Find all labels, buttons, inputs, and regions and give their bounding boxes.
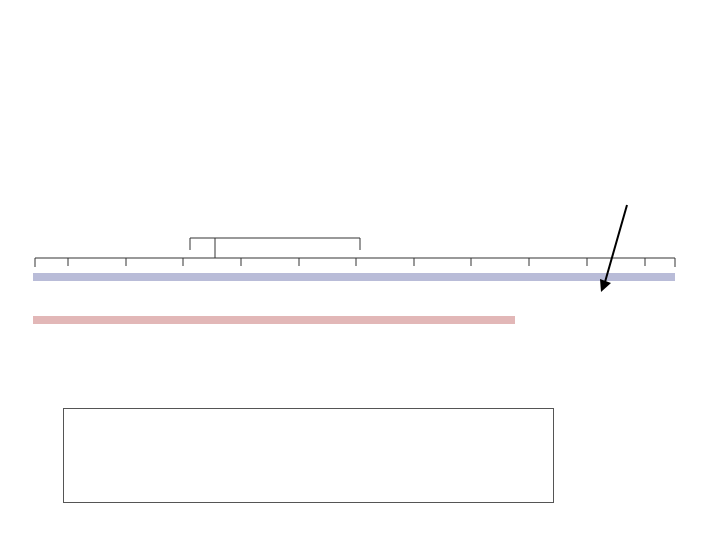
info-box [63,408,554,503]
top-strand-backbone [33,273,675,281]
bottom-strand-backbone [33,316,515,324]
telomeric-bracket [35,238,675,267]
